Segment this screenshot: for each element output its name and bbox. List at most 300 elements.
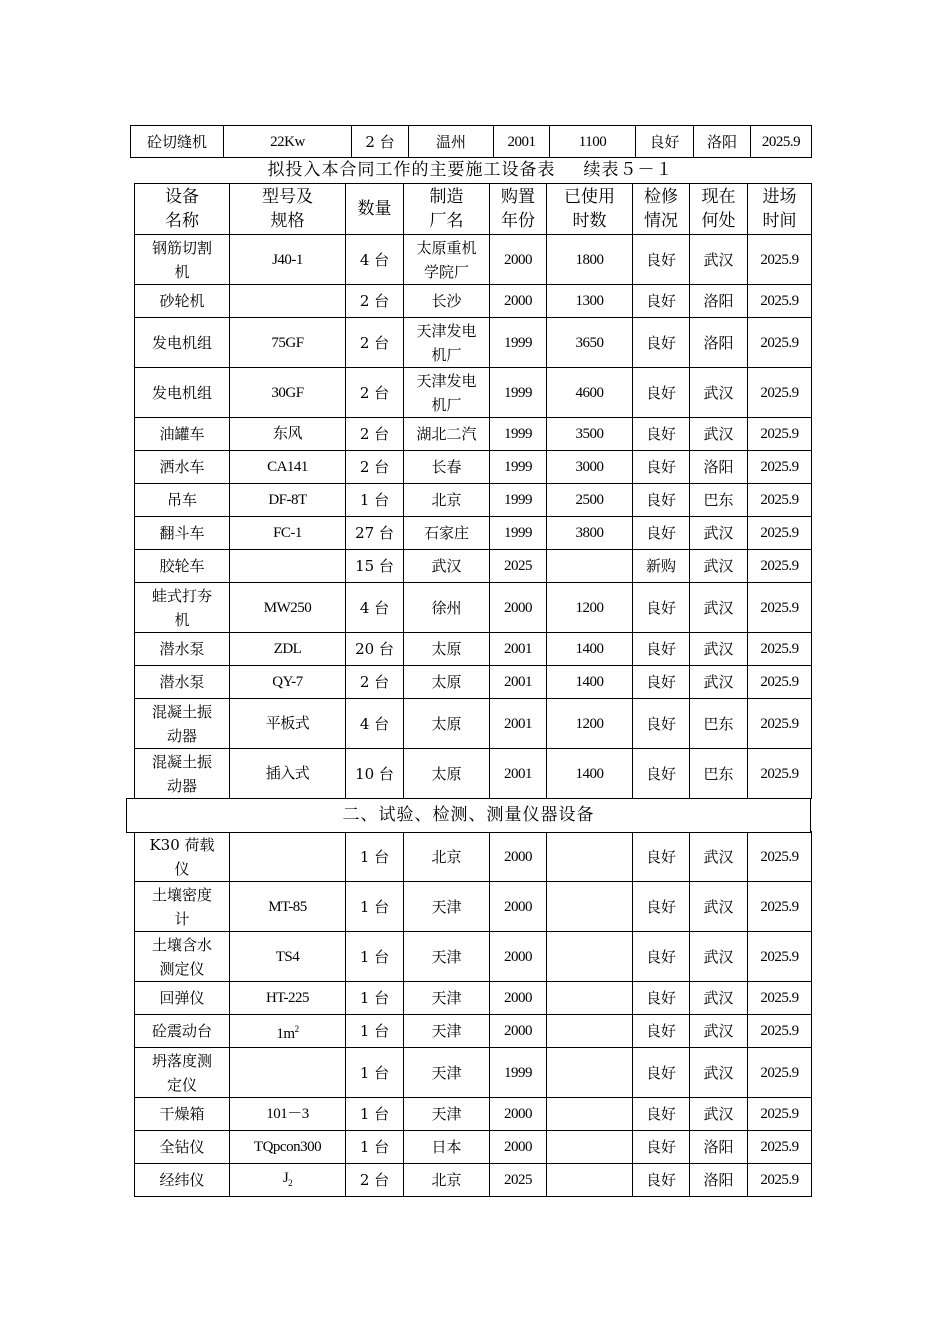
entry-time-cell [748, 285, 812, 318]
quantity-cell-text: 2 台 [359, 333, 390, 352]
quantity-cell [346, 517, 404, 550]
year-cell-text: 2000 [504, 898, 532, 915]
model-cell [230, 982, 346, 1015]
entry-time-cell [748, 982, 812, 1015]
model-cell-text: CA141 [267, 459, 308, 475]
year-cell [490, 418, 547, 451]
equipment-name-cell [135, 235, 230, 285]
equipment-name-cell-text: 土壤含水 [151, 935, 212, 954]
maker-cell [404, 451, 490, 484]
year-cell-text: 2000 [504, 599, 532, 616]
entry-time-cell-text: 2025.9 [760, 334, 799, 351]
status-cell [633, 1015, 690, 1048]
header-year-text: 年份 [501, 211, 535, 231]
model-cell [230, 1098, 346, 1131]
location-cell [690, 832, 748, 882]
equipment-name-cell [135, 368, 230, 418]
entry-time-cell-text: 2025.9 [760, 384, 799, 401]
location-cell [690, 1164, 748, 1197]
model-cell-text: 101－3 [266, 1106, 309, 1122]
quantity-cell [346, 484, 404, 517]
header-name-text: 设备 [165, 187, 199, 207]
equipment-name-cell [135, 583, 230, 633]
maker-cell [404, 583, 490, 633]
model-cell-text: HT-225 [265, 990, 310, 1006]
hours-cell [547, 235, 633, 285]
header-entry-text: 时间 [762, 211, 797, 231]
status-cell [633, 235, 690, 285]
location-cell [690, 318, 748, 368]
entry-time-cell [748, 1164, 812, 1197]
status-cell-text: 良好 [645, 989, 676, 1007]
quantity-cell-text: 1 台 [359, 1063, 390, 1082]
model-cell [230, 633, 346, 666]
location-cell-text: 武汉 [703, 425, 734, 443]
maker-cell-text: 天津发电 [416, 371, 477, 390]
equipment-name-cell [135, 749, 230, 799]
year-cell [490, 550, 547, 583]
table-row [135, 285, 812, 318]
table-cell [694, 126, 751, 158]
maker-cell [404, 832, 490, 882]
table-row [135, 1131, 812, 1164]
maker-cell-text: 武汉 [431, 557, 462, 575]
equipment-name-cell [135, 1098, 230, 1131]
equipment-name-cell-text: 回弹仪 [159, 989, 205, 1007]
maker-cell [404, 550, 490, 583]
status-cell-text: 良好 [645, 764, 676, 783]
status-cell [633, 285, 690, 318]
model-cell [230, 1048, 346, 1098]
equipment-name-cell-text: 土壤密度 [151, 885, 212, 904]
hours-cell [547, 368, 633, 418]
hours-cell [547, 699, 633, 749]
hours-cell [547, 550, 633, 583]
status-cell-text: 良好 [645, 673, 676, 691]
table-row [135, 451, 812, 484]
quantity-cell [346, 932, 404, 982]
table-body [135, 184, 812, 1197]
location-cell-text: 武汉 [703, 947, 734, 966]
status-cell-text: 良好 [645, 847, 676, 866]
table-cell-text: 温州 [435, 132, 466, 151]
year-cell-text: 2001 [504, 641, 532, 657]
table-row [135, 1015, 812, 1048]
quantity-cell [346, 1164, 404, 1197]
hours-cell [547, 1048, 633, 1098]
location-cell [690, 633, 748, 666]
year-cell-text: 2001 [504, 715, 532, 732]
equipment-name-cell [135, 484, 230, 517]
model-cell [230, 749, 346, 799]
equipment-name-cell [135, 666, 230, 699]
year-cell [490, 318, 547, 368]
maker-cell-text: 机厂 [431, 395, 462, 414]
equipment-name-cell-text: 经纬仪 [159, 1171, 205, 1189]
maker-cell [404, 1131, 490, 1164]
year-cell [490, 451, 547, 484]
model-cell [230, 882, 346, 932]
location-cell [690, 982, 748, 1015]
entry-time-cell [748, 235, 812, 285]
maker-cell-text: 北京 [431, 491, 462, 509]
model-cell [230, 368, 346, 418]
model-cell [230, 1164, 346, 1197]
equipment-name-cell-text: 动器 [166, 726, 197, 745]
status-cell [633, 1048, 690, 1098]
entry-time-cell [748, 1131, 812, 1164]
maker-cell-text: 北京 [431, 1171, 462, 1189]
maker-cell-text: 天津发电 [416, 321, 477, 340]
table-row [135, 583, 812, 633]
entry-time-cell-text: 2025.9 [760, 1106, 799, 1122]
equipment-name-cell-text: 机 [174, 610, 190, 629]
previous-table-row [130, 125, 812, 158]
year-cell [490, 285, 547, 318]
quantity-cell [346, 285, 404, 318]
quantity-cell-text: 2 台 [359, 383, 390, 402]
model-cell-text: MT-85 [268, 898, 307, 915]
model-cell [230, 932, 346, 982]
year-cell-text: 2025 [504, 1172, 532, 1188]
year-cell-text: 1999 [504, 492, 532, 508]
entry-time-cell-text: 2025.9 [760, 558, 799, 574]
table-cell [751, 126, 812, 158]
quantity-cell [346, 1098, 404, 1131]
hours-cell [547, 882, 633, 932]
quantity-cell-text: 1 台 [359, 947, 390, 966]
maker-cell [404, 699, 490, 749]
quantity-cell [346, 666, 404, 699]
equipment-name-cell-text: 砂轮机 [159, 292, 205, 310]
status-cell [633, 451, 690, 484]
location-cell [690, 1048, 748, 1098]
table-row [135, 633, 812, 666]
location-cell-text: 巴东 [703, 491, 734, 509]
hours-cell [547, 517, 633, 550]
location-cell [690, 1131, 748, 1164]
equipment-name-cell-text: 胶轮车 [159, 557, 205, 575]
entry-time-cell-text: 2025.9 [760, 1023, 799, 1039]
header-location-text: 何处 [701, 211, 736, 231]
header-row [135, 184, 812, 235]
quantity-cell-text: 1 台 [359, 897, 390, 916]
entry-time-cell-text: 2025.9 [760, 426, 799, 442]
maker-cell-text: 机厂 [431, 345, 462, 364]
header-name [135, 184, 230, 235]
hours-cell [547, 1098, 633, 1131]
maker-cell [404, 932, 490, 982]
quantity-cell [346, 832, 404, 882]
status-cell [633, 484, 690, 517]
table-cell-text: 洛阳 [706, 132, 737, 151]
equipment-name-cell [135, 1131, 230, 1164]
year-cell-text: 2001 [504, 765, 532, 782]
maker-cell-text: 北京 [431, 847, 462, 866]
year-cell [490, 583, 547, 633]
year-cell [490, 1164, 547, 1197]
maker-cell-text: 长沙 [431, 292, 462, 310]
location-cell [690, 749, 748, 799]
equipment-name-cell-text: K30 荷载 [149, 835, 215, 854]
quantity-cell-text: 2 台 [359, 425, 390, 443]
quantity-cell-text: 20 台 [355, 640, 394, 658]
model-cell-text: 平板式 [265, 715, 310, 732]
status-cell-text: 良好 [645, 491, 676, 509]
status-cell [633, 699, 690, 749]
location-cell-text: 巴东 [703, 764, 734, 783]
year-cell [490, 699, 547, 749]
location-cell-text: 洛阳 [703, 458, 734, 476]
entry-time-cell [748, 318, 812, 368]
table-row [135, 699, 812, 749]
equipment-name-cell [135, 1015, 230, 1048]
maker-cell-text: 长春 [431, 458, 462, 476]
entry-time-cell [748, 882, 812, 932]
entry-time-cell-text: 2025.9 [760, 990, 799, 1006]
location-cell-text: 武汉 [703, 1063, 734, 1082]
quantity-cell [346, 583, 404, 633]
quantity-cell [346, 550, 404, 583]
header-hours-text: 已使用 [564, 187, 615, 207]
table-cell-text: 2001 [507, 133, 536, 150]
status-cell-text: 良好 [645, 897, 676, 916]
header-entry-text: 进场 [762, 187, 797, 207]
status-cell [633, 1098, 690, 1131]
equipment-name-cell-text: 吊车 [166, 491, 197, 509]
quantity-cell-text: 10 台 [355, 764, 394, 783]
model-cell [230, 418, 346, 451]
equipment-name-cell-text: 动器 [166, 776, 197, 795]
equipment-name-cell [135, 1164, 230, 1197]
maker-cell-text: 太原重机 [416, 238, 477, 257]
equipment-name-cell-text: 蛙式打夯 [151, 586, 212, 605]
quantity-cell-text: 1 台 [359, 847, 390, 866]
hours-cell-text: 1800 [575, 251, 604, 268]
model-cell [230, 1131, 346, 1164]
status-cell-text: 良好 [645, 250, 676, 269]
year-cell-text: 1999 [504, 459, 532, 475]
equipment-name-cell [135, 418, 230, 451]
hours-cell-text: 3650 [575, 334, 604, 351]
year-cell-text: 1999 [504, 525, 532, 541]
entry-time-cell [748, 666, 812, 699]
model-cell-text: TS4 [275, 948, 300, 965]
entry-time-cell [748, 699, 812, 749]
table-row [135, 550, 812, 583]
table-cell-text: 良好 [649, 132, 680, 151]
location-cell-text: 洛阳 [703, 333, 734, 352]
table-cell-text: 1100 [578, 133, 607, 150]
header-status-text: 检修 [644, 187, 678, 207]
table-cell-text: 22Kw [270, 133, 305, 150]
location-cell [690, 699, 748, 749]
quantity-cell [346, 235, 404, 285]
maker-cell-text: 太原 [431, 673, 462, 691]
quantity-cell-text: 2 台 [359, 292, 390, 310]
header-year-text: 购置 [501, 187, 535, 207]
equipment-name-cell [135, 285, 230, 318]
maker-cell [404, 484, 490, 517]
table-cell [550, 126, 636, 158]
status-cell-text: 良好 [645, 598, 676, 617]
location-cell-text: 武汉 [703, 640, 734, 658]
year-cell-text: 1999 [504, 426, 532, 442]
location-cell [690, 550, 748, 583]
location-cell [690, 666, 748, 699]
equipment-name-cell-text: 坍落度测 [151, 1051, 212, 1070]
section-heading: 二、试验、检测、测量仪器设备 [126, 798, 811, 833]
table-row [135, 832, 812, 882]
equipment-name-cell-text: 油罐车 [159, 425, 205, 443]
equipment-name-cell-text: 潜水泵 [159, 673, 205, 691]
maker-cell [404, 982, 490, 1015]
equipment-name-cell-text: 机 [174, 262, 190, 281]
status-cell [633, 550, 690, 583]
entry-time-cell [748, 832, 812, 882]
quantity-cell-text: 2 台 [359, 458, 390, 476]
entry-time-cell [748, 932, 812, 982]
table-row [135, 932, 812, 982]
entry-time-cell [748, 1098, 812, 1131]
hours-cell-text: 1200 [575, 599, 604, 616]
status-cell [633, 1131, 690, 1164]
maker-cell-text: 天津 [431, 1063, 462, 1082]
equipment-name-cell-text: 洒水车 [159, 458, 205, 476]
year-cell [490, 484, 547, 517]
equipment-name-cell-text: 计 [174, 909, 190, 928]
equipment-table [134, 183, 812, 1197]
header-model-text: 型号及 [262, 187, 313, 207]
table-cell [636, 126, 694, 158]
entry-time-cell [748, 583, 812, 633]
quantity-cell-text: 15 台 [355, 557, 394, 575]
maker-cell [404, 517, 490, 550]
model-cell [230, 550, 346, 583]
status-cell-text: 良好 [645, 292, 676, 310]
header-location-text: 现在 [701, 187, 736, 207]
model-cell [230, 318, 346, 368]
table-row [135, 1048, 812, 1098]
entry-time-cell [748, 451, 812, 484]
table-title: 拟投入本合同工作的主要施工设备表 [267, 160, 556, 180]
location-cell [690, 368, 748, 418]
hours-cell [547, 982, 633, 1015]
quantity-cell-text: 1 台 [359, 989, 390, 1007]
model-cell-text: TQpcon300 [253, 1139, 322, 1155]
entry-time-cell-text: 2025.9 [760, 459, 799, 475]
quantity-cell [346, 318, 404, 368]
maker-cell [404, 1098, 490, 1131]
quantity-cell-text: 1 台 [359, 1105, 390, 1123]
year-cell-text: 2000 [504, 990, 532, 1006]
model-cell [230, 583, 346, 633]
entry-time-cell-text: 2025.9 [760, 525, 799, 541]
table-cell-text: 砼切缝机 [146, 132, 207, 151]
year-cell [490, 368, 547, 418]
entry-time-cell-text: 2025.9 [760, 641, 799, 657]
quantity-cell [346, 982, 404, 1015]
maker-cell-text: 天津 [431, 947, 462, 966]
maker-cell [404, 882, 490, 932]
model-cell [230, 832, 346, 882]
equipment-name-cell [135, 517, 230, 550]
maker-cell-text: 湖北二汽 [416, 425, 477, 443]
quantity-cell [346, 749, 404, 799]
header-status-text: 情况 [644, 211, 678, 231]
hours-cell [547, 285, 633, 318]
equipment-name-cell-text: 钢筋切割 [151, 238, 212, 257]
year-cell-text: 2000 [504, 293, 532, 309]
hours-cell [547, 749, 633, 799]
header-name-text: 名称 [165, 211, 199, 231]
location-cell-text: 武汉 [703, 598, 734, 617]
equipment-name-cell-text: 测定仪 [159, 959, 205, 978]
entry-time-cell-text: 2025.9 [760, 293, 799, 309]
year-cell [490, 235, 547, 285]
location-cell-text: 巴东 [703, 714, 734, 733]
location-cell-text: 武汉 [703, 250, 734, 269]
maker-cell-text: 天津 [431, 897, 462, 916]
table-row [135, 235, 812, 285]
model-cell [230, 484, 346, 517]
equipment-name-cell [135, 832, 230, 882]
entry-time-cell [748, 1015, 812, 1048]
hours-cell-text: 3000 [575, 459, 604, 475]
table-cell [494, 126, 550, 158]
table-cell [352, 126, 409, 158]
status-cell [633, 583, 690, 633]
year-cell-text: 2000 [504, 1023, 532, 1039]
year-cell-text: 2001 [504, 674, 532, 690]
hours-cell-text: 1400 [575, 641, 604, 657]
hours-cell [547, 451, 633, 484]
year-cell-text: 2000 [504, 251, 532, 268]
status-cell-text: 良好 [645, 458, 676, 476]
entry-time-cell [748, 368, 812, 418]
hours-cell-text: 1400 [575, 674, 604, 690]
maker-cell-text: 太原 [431, 640, 462, 658]
year-cell-text: 1999 [504, 384, 532, 401]
maker-cell [404, 1164, 490, 1197]
equipment-name-cell [135, 633, 230, 666]
table-cell-text: 2 台 [365, 132, 395, 151]
table-cell [131, 126, 224, 158]
table-row [135, 982, 812, 1015]
hours-cell [547, 633, 633, 666]
equipment-name-cell-text: 定仪 [166, 1075, 197, 1094]
status-cell [633, 982, 690, 1015]
status-cell-text: 良好 [645, 640, 676, 658]
header-status [633, 184, 690, 235]
status-cell [633, 749, 690, 799]
equipment-name-cell-text: 仪 [174, 859, 190, 878]
status-cell-text: 良好 [645, 425, 676, 443]
hours-cell [547, 932, 633, 982]
maker-cell [404, 318, 490, 368]
model-cell-text: 插入式 [265, 765, 310, 782]
model-cell [230, 285, 346, 318]
quantity-cell [346, 1048, 404, 1098]
equipment-name-cell [135, 882, 230, 932]
hours-cell-text: 1300 [575, 293, 604, 309]
quantity-cell-text: 1 台 [359, 491, 390, 509]
entry-time-cell-text: 2025.9 [760, 1064, 799, 1081]
table-row [135, 1164, 812, 1197]
header-model [230, 184, 346, 235]
superscript: 2 [294, 1023, 299, 1034]
location-cell-text: 武汉 [703, 847, 734, 866]
